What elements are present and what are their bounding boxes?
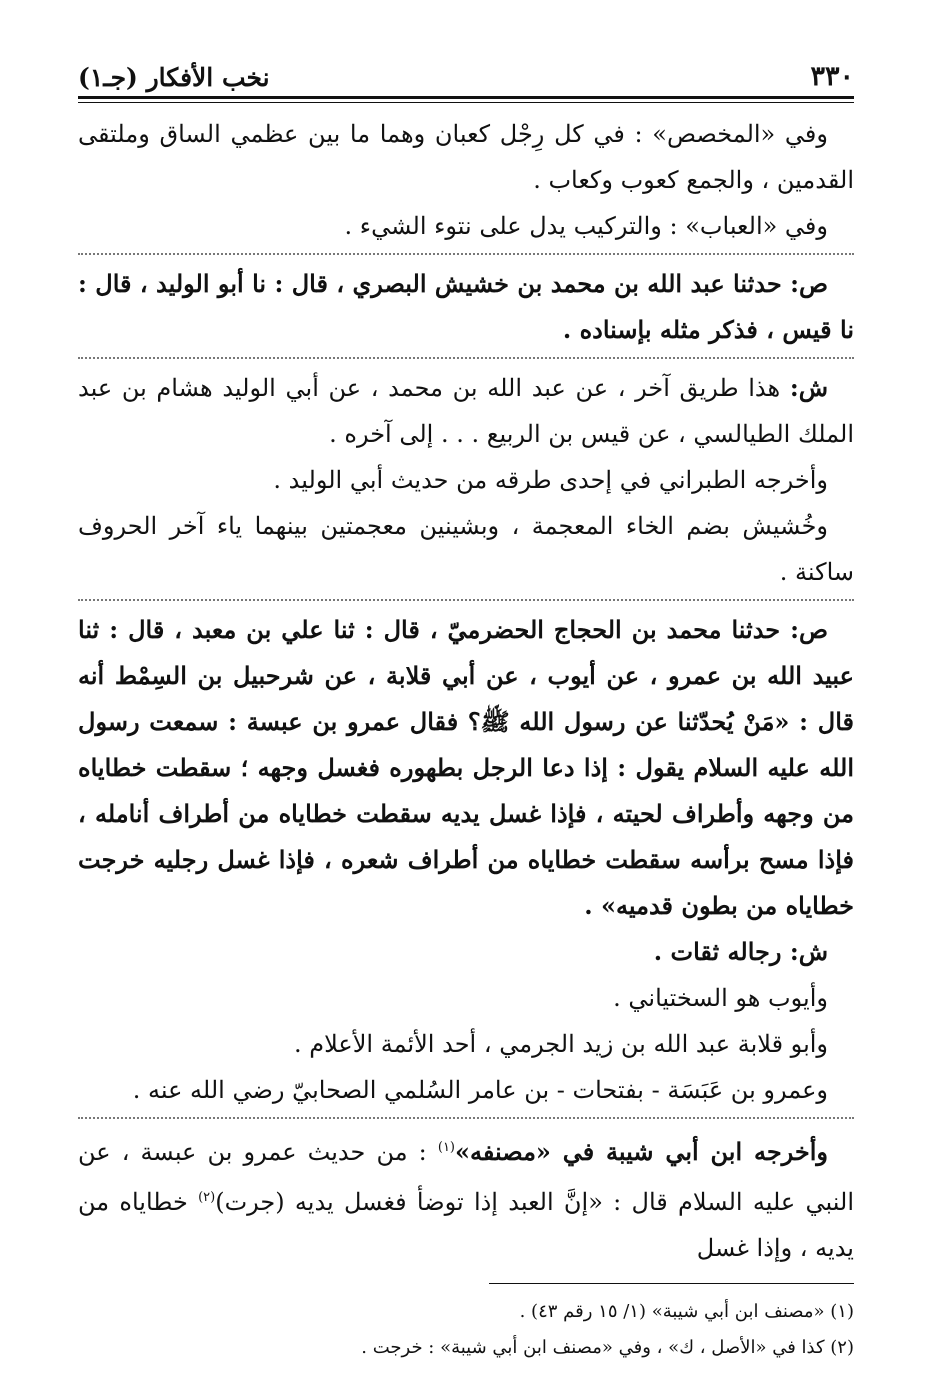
- separator: [78, 599, 854, 601]
- page-number: ٣٣٠: [810, 61, 854, 92]
- separator: [78, 357, 854, 359]
- sad-marker: ص:: [790, 269, 828, 298]
- paragraph-abu-qilaba: وأبو قلابة عبد الله بن زيد الجرمي ، أحد الأئمة الأعلام .: [293, 1030, 828, 1058]
- paragraph-amr: وعمرو بن عَبَسَة - بفتحات - بن عامر السُلمي الصحابيّ رضي الله عنه .: [132, 1076, 828, 1104]
- page-header: [78, 52, 854, 96]
- source-citation: وأخرجه ابن أبي شيبة في «مصنفه»: [455, 1137, 829, 1166]
- paragraph-text: هذا طريق آخر ، عن عبد الله بن محمد ، عن أبي الوليد هشام بن عبد الملك الطيالسي ، عن قيس بن الربيع . . . إلى آخره .: [78, 374, 854, 448]
- paragraph-tabarani: وأخرجه الطبراني في إحدى طرقه من حديث أبي الوليد .: [273, 466, 828, 494]
- footnote-rule: [489, 1283, 854, 1284]
- paragraph-ibn-abi-shayba: [78, 1125, 854, 1271]
- paragraph-text: حدثنا محمد بن الحجاج الحضرميّ ، قال : ثنا علي بن معبد ، قال : ثنا عبيد الله بن عمرو ، عن أيوب ، عن أبي قلابة ، عن شرحبيل بن السِمْط أنه قال : «مَنْ يُحدّثنا عن رسول الله ﷺ؟ فقال عمرو بن عبسة : سمعت رسول الله عليه السلام يقول : إذا دعا الرجل بطهوره فغسل وجهه ؛ سقطت خطاياه من وجهه وأطراف لحيته ، فإذا غسل يديه سقطت خطاياه من أطراف أنامله ، فإذا مسح برأسه سقطت خطاياه من أطراف شعره ، فإذا غسل رجليه خرجت خطاياه من بطون قدميه» .: [78, 615, 854, 920]
- paragraph-mukhassas: وفي «المخصص» : في كل رِجْل كعبان وهما ما بين عظمي الساق وملتقى القدمين ، والجمع كعوب وكعاب .: [78, 120, 854, 194]
- footnote-ref-2[interactable]: (٢): [198, 1190, 216, 1205]
- paragraph-text: خطاياه من يديه ، وإذا غسل: [78, 1188, 854, 1262]
- paragraph-sad-1: [78, 261, 854, 353]
- shin-marker: ش:: [789, 373, 828, 402]
- footnote-2: (٢) كذا في «الأصل ، ك» ، وفي «مصنف ابن أبي شيبة» : خرجت .: [361, 1337, 854, 1358]
- sad-marker: ص:: [790, 615, 828, 644]
- header-rule: [78, 96, 854, 103]
- paragraph-ayyub: وأيوب هو السختياني .: [613, 984, 828, 1012]
- book-title: نخب الأفكار (جـ١): [78, 63, 270, 92]
- book-page: [78, 52, 854, 1366]
- paragraph-khushaysh: وخُشيش بضم الخاء المعجمة ، وبشينين معجمتين بينهما ياء آخر الحروف ساكنة .: [78, 512, 854, 586]
- paragraph-shin-1: [78, 365, 854, 457]
- paragraph-text: حدثنا عبد الله بن محمد بن خشيش البصري ، قال : نا أبو الوليد ، قال : نا قيس ، فذكر مثله بإسناده .: [78, 269, 854, 344]
- separator: [78, 1117, 854, 1119]
- shin-marker: ش:: [789, 937, 828, 966]
- footnote-1: (١) «مصنف ابن أبي شيبة» (١/ ١٥ رقم ٤٣) .: [519, 1301, 854, 1322]
- paragraph-text: رجاله ثقات .: [653, 937, 790, 966]
- paragraph-text: : من حديث عمرو بن عبسة ، عن النبي عليه السلام قال : «إنَّ العبد إذا توضأ فغسل يديه (جرت): [78, 1138, 854, 1216]
- footnote-ref-1[interactable]: (١): [437, 1140, 455, 1155]
- paragraph-sad-2: [78, 607, 854, 929]
- separator: [78, 253, 854, 255]
- paragraph-ubab: وفي «العباب» : والتركيب يدل على نتوء الشيء .: [344, 212, 828, 240]
- paragraph-shin-2: [78, 929, 854, 975]
